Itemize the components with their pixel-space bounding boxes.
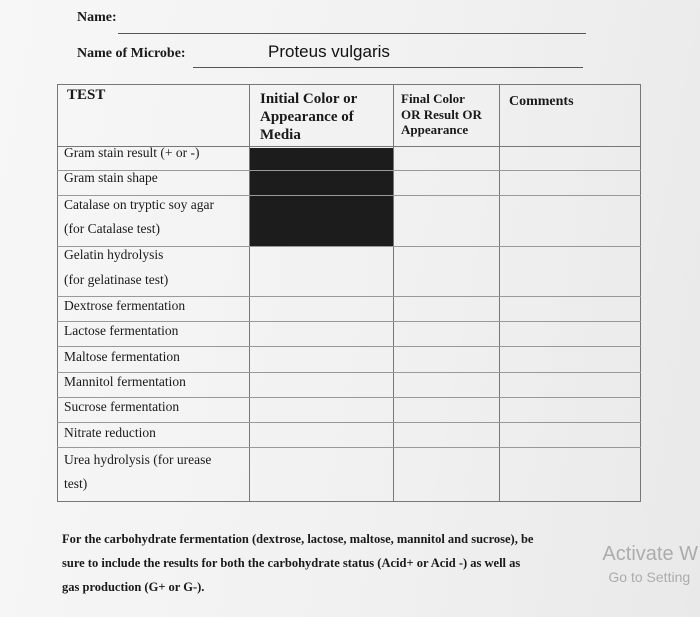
row-divider	[57, 321, 641, 322]
row-divider	[57, 296, 641, 297]
row-divider	[57, 447, 641, 448]
row-divider	[57, 195, 641, 196]
header-comments: Comments	[509, 94, 574, 109]
header-initial: Initial Color or Appearance of Media	[260, 91, 358, 143]
row-sucrose: Sucrose fermentation	[64, 399, 180, 414]
note-line-1: For the carbohydrate fermentation (dextrose, lactose, maltose, mannitol and sucrose), be	[62, 532, 534, 546]
row-divider	[57, 422, 641, 423]
note-line-2: sure to include the results for both the carbohydrate status (Acid+ or Acid -) as well as	[62, 556, 521, 570]
row-lactose: Lactose fermentation	[64, 323, 179, 338]
name-field-line[interactable]	[118, 33, 586, 34]
row-divider	[57, 346, 641, 347]
row-gram-stain-shape: Gram stain shape	[64, 170, 158, 185]
row-mannitol: Mannitol fermentation	[64, 374, 186, 389]
row-gelatin-sub: (for gelatinase test)	[64, 272, 169, 287]
header-test: TEST	[67, 87, 106, 103]
row-urea-sub: test)	[64, 476, 88, 491]
header-final: Final Color OR Result OR Appearance	[401, 91, 482, 138]
microbe-value[interactable]: Proteus vulgaris	[268, 42, 390, 61]
note-line-3: gas production (G+ or G-).	[62, 580, 205, 594]
microbe-label: Name of Microbe:	[77, 46, 186, 61]
row-gelatin: Gelatin hydrolysis	[64, 247, 164, 262]
row-urea: Urea hydrolysis (for urease	[64, 452, 212, 467]
row-maltose: Maltose fermentation	[64, 349, 180, 364]
row-dextrose: Dextrose fermentation	[64, 298, 186, 313]
row-divider	[57, 397, 641, 398]
row-divider	[57, 372, 641, 373]
shaded-cells	[250, 148, 393, 246]
row-gram-stain-result: Gram stain result (+ or -)	[64, 145, 200, 160]
microbe-field-line[interactable]	[193, 67, 583, 68]
activation-watermark: Activate W Go to Setting	[602, 543, 698, 585]
row-nitrate: Nitrate reduction	[64, 425, 156, 440]
row-catalase: Catalase on tryptic soy agar	[64, 197, 214, 212]
row-catalase-sub: (for Catalase test)	[64, 221, 160, 236]
name-label: Name:	[77, 10, 117, 25]
